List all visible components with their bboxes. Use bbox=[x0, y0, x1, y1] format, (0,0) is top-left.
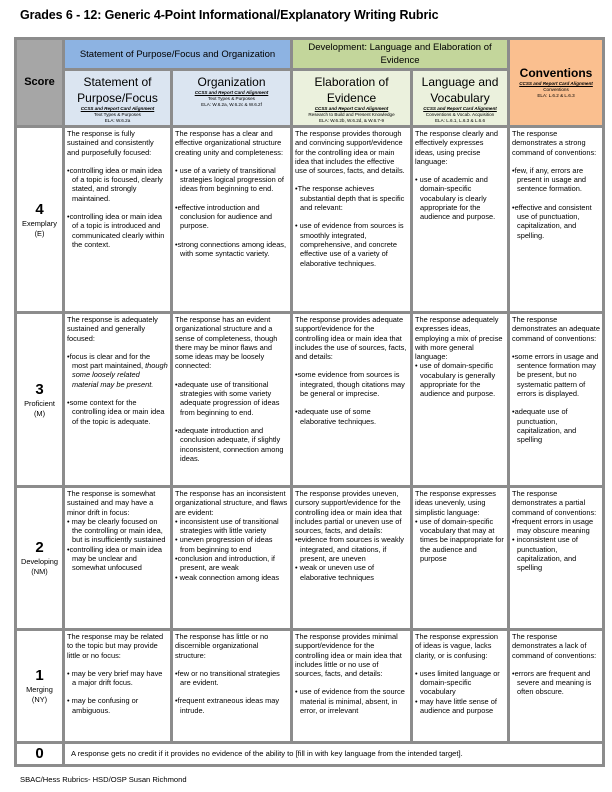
criterion-lead bbox=[415, 129, 505, 166]
criterion-text: •controlling idea or main idea of a topic is focused, clearly stated, and strongly maintained. bbox=[67, 165, 163, 203]
criterion-text: • weak connection among ideas bbox=[175, 572, 280, 582]
ela-label: ELA: W.6.2b, W.6.2d, & W.6.7-9 bbox=[318, 118, 385, 123]
score-label: Merging bbox=[26, 685, 53, 694]
criterion-text: • inconsistent use of punctuation, capitalization, and spelling bbox=[512, 535, 578, 573]
criterion-bullet bbox=[67, 212, 168, 249]
criterion-lead bbox=[67, 489, 168, 517]
criterion-bullet bbox=[512, 352, 600, 398]
criterion-cell bbox=[412, 630, 509, 743]
score-code: (NY) bbox=[31, 695, 48, 704]
criterion-text: • use of domain-specific vocabulary is generally appropriate for the audience and purpose. bbox=[415, 361, 496, 399]
criterion-cell bbox=[509, 127, 604, 313]
score-code: (NM) bbox=[31, 567, 48, 576]
criterion-bullet bbox=[175, 517, 288, 536]
criterion-text: The response expresses ideas unevenly, using simplistic language: bbox=[415, 489, 496, 517]
criterion-lead bbox=[295, 489, 408, 535]
criterion-lead bbox=[512, 489, 600, 517]
criterion-text: •adequate use of transitional strategies with some variety adequate progression of ideas from beginning to end. bbox=[175, 379, 280, 417]
column-header-purpose-focus bbox=[64, 70, 172, 127]
ela-label: ELA: L.6.1, L.6.3 & L.6.6 bbox=[434, 118, 486, 123]
score-number: 1 bbox=[35, 667, 44, 684]
column-header-organization bbox=[172, 70, 292, 127]
criterion-bullet bbox=[67, 517, 168, 545]
criterion-text: • uses limited language or domain-specific vocabulary bbox=[415, 668, 500, 697]
criterion-lead bbox=[295, 632, 408, 678]
score-number: 4 bbox=[35, 200, 44, 218]
criterion-bullet bbox=[67, 545, 168, 573]
ela-label: ELA: W.6.2a bbox=[104, 118, 131, 123]
criterion-text: •controlling idea or main idea may be unclear and somewhat unfocused bbox=[67, 544, 163, 573]
criterion-text: The response has an evident organizational structure and a sense of completeness, though there may be minor flaws and some ideas may be loosely connected: bbox=[175, 315, 278, 371]
criterion-bullet bbox=[415, 517, 505, 563]
zero-description: A response gets no credit if it provides no evidence of the ability to [fill in with key language from the intended target]. bbox=[64, 743, 604, 766]
ela-label: ELA: W.6.2a, W.6.2c & W.6.2f bbox=[201, 102, 262, 107]
criterion-text: •adequate use of punctuation, capitalization, and spelling bbox=[512, 407, 577, 445]
criterion-bullet bbox=[175, 696, 288, 715]
criterion-bullet bbox=[295, 535, 408, 563]
criterion-text: • use of a variety of transitional strategies logical progression of ideas from beginning to end. bbox=[175, 165, 284, 194]
criterion-text: • use of domain-specific vocabulary that may at times be inappropriate for the audience and purpose bbox=[415, 516, 504, 564]
rubric-table bbox=[14, 37, 605, 767]
criterion-text: •errors are frequent and severe and meaning is often obscure. bbox=[512, 668, 592, 697]
score-code: (M) bbox=[33, 408, 46, 418]
criterion-text: •effective introduction and conclusion for audience and purpose. bbox=[175, 202, 273, 231]
criterion-bullet bbox=[415, 669, 505, 697]
score-cell bbox=[16, 313, 64, 487]
criterion-lead bbox=[512, 632, 600, 660]
standard-label: Conventions bbox=[543, 87, 569, 92]
standard-label: Text Types & Purposes bbox=[94, 112, 141, 117]
criterion-text: •frequent errors in usage may obscure meaning bbox=[512, 516, 594, 536]
column-title: Language and Vocabulary bbox=[421, 75, 499, 105]
column-header-language-vocabulary bbox=[412, 70, 509, 127]
criterion-cell bbox=[509, 313, 604, 487]
criterion-text: The response may be related to the topic but may provide little or no focus: bbox=[67, 632, 164, 660]
score-label: Developing bbox=[21, 557, 58, 566]
criterion-cell bbox=[64, 127, 172, 313]
criterion-text: • may be very brief may have a major drift focus. bbox=[67, 668, 163, 688]
criterion-bullet bbox=[67, 166, 168, 203]
criterion-bullet bbox=[175, 426, 288, 463]
criterion-cell bbox=[412, 487, 509, 630]
criterion-text: The response clearly and effectively expresses ideas, using precise language: bbox=[415, 129, 499, 166]
criterion-text: The response is fully sustained and consistently and purposefully focused: bbox=[67, 129, 154, 157]
criterion-italic-text: though some loosely related material may be present. bbox=[72, 361, 168, 389]
column-header-elaboration bbox=[292, 70, 412, 127]
criterion-cell bbox=[292, 127, 412, 313]
criterion-text: The response demonstrates a strong command of conventions: bbox=[512, 129, 597, 157]
criterion-text: •strong connections among ideas, with some syntactic variety. bbox=[175, 239, 287, 258]
criterion-text: The response expression of ideas is vague, lacks clarity, or is confusing: bbox=[415, 632, 499, 660]
criterion-cell bbox=[64, 630, 172, 743]
criterion-bullet bbox=[67, 669, 168, 688]
criterion-cell bbox=[412, 313, 509, 487]
criterion-lead bbox=[295, 315, 408, 361]
criterion-bullet bbox=[295, 563, 408, 582]
criterion-text: The response adequately expresses ideas, employing a mix of precise with more general language: bbox=[415, 315, 503, 362]
score-cell bbox=[16, 743, 64, 766]
criterion-bullet bbox=[175, 240, 288, 259]
criterion-cell bbox=[64, 313, 172, 487]
criterion-bullet bbox=[295, 221, 408, 267]
criterion-lead bbox=[67, 632, 168, 660]
criterion-text: •controlling idea or main idea of a topic is introduced and communicated clearly within the context. bbox=[67, 212, 165, 249]
rubric-row-score-3 bbox=[16, 313, 604, 487]
criterion-text: • use of evidence from the source material is minimal, absent, in error, or irrelevant bbox=[295, 687, 405, 716]
criterion-bullet bbox=[175, 380, 288, 417]
criterion-bullet bbox=[175, 535, 288, 554]
criterion-bullet bbox=[512, 407, 600, 444]
criterion-bullet bbox=[175, 203, 288, 231]
criterion-cell bbox=[292, 630, 412, 743]
criterion-bullet bbox=[67, 398, 168, 426]
criterion-bullet bbox=[512, 517, 600, 536]
criterion-bullet bbox=[512, 203, 600, 240]
criterion-bullet bbox=[415, 697, 505, 716]
score-label: Proficient bbox=[24, 398, 55, 408]
criterion-cell bbox=[509, 630, 604, 743]
criterion-bullet bbox=[175, 166, 288, 194]
criterion-cell bbox=[172, 630, 292, 743]
rubric-row-score-4 bbox=[16, 127, 604, 313]
criterion-bullet bbox=[415, 361, 505, 398]
criterion-lead bbox=[415, 632, 505, 660]
criterion-text: • weak or uneven use of elaborative techniques bbox=[295, 563, 375, 582]
criterion-bullet bbox=[512, 535, 600, 572]
criterion-text: •few or no transitional strategies are evident. bbox=[175, 668, 280, 688]
standard-label: Conventions & Vocab. Acquisition bbox=[425, 112, 495, 117]
rubric-row-score-1 bbox=[16, 630, 604, 743]
criterion-bullet bbox=[295, 407, 408, 426]
criterion-cell bbox=[509, 487, 604, 630]
score-number: 0 bbox=[35, 745, 44, 762]
criterion-text: •focus is clear and for the most part maintained, bbox=[67, 351, 151, 371]
criterion-text: •evidence from sources is weakly integrated, and citations, if present, are uneven bbox=[295, 535, 404, 564]
criterion-text: • use of evidence from sources is smoothly integrated, comprehensive, and concrete effective use of a variety of elaborative techniques. bbox=[295, 221, 404, 268]
criterion-bullet bbox=[175, 669, 288, 688]
alignment-label: CCSS and Report Card Alignment bbox=[519, 81, 593, 86]
criterion-bullet bbox=[175, 554, 288, 573]
page-title: Grades 6 - 12: Generic 4-Point Informational/Explanatory Writing Rubric bbox=[20, 8, 439, 22]
score-number: 2 bbox=[35, 539, 44, 556]
criterion-lead bbox=[175, 129, 288, 157]
criterion-text: The response provides adequate support/evidence for the controlling idea or main idea that includes the use of sources, facts, and details: bbox=[295, 315, 407, 362]
criterion-text: The response has a clear and effective organizational structure creating unity and completeness: bbox=[175, 129, 284, 157]
score-label: Exemplary bbox=[22, 218, 57, 228]
column-title: Organization bbox=[197, 75, 266, 89]
column-header-conventions bbox=[509, 39, 604, 127]
criterion-text: •effective and consistent use of punctuation, capitalization, and spelling. bbox=[512, 202, 592, 240]
criterion-text: • may have little sense of audience and purpose bbox=[415, 696, 497, 716]
criterion-lead bbox=[415, 489, 505, 517]
criterion-lead bbox=[175, 315, 288, 371]
criterion-text: •adequate use of some elaborative techniques. bbox=[295, 407, 377, 426]
alignment-label: CCSS and Report Card Alignment bbox=[80, 106, 155, 111]
criterion-text: •some errors in usage and sentence formation may be present, but no systematic pattern of errors is displayed. bbox=[512, 351, 599, 399]
criterion-text: The response demonstrates an adequate command of conventions: bbox=[512, 315, 600, 343]
criterion-bullet bbox=[512, 669, 600, 697]
criterion-lead bbox=[67, 129, 168, 157]
criterion-text: •adequate introduction and conclusion adequate, if slightly inconsistent, connection among ideas. bbox=[175, 425, 284, 463]
criterion-text: •some evidence from sources is integrated, though citations may be general or imprecise. bbox=[295, 370, 405, 399]
criterion-text: • uneven progression of ideas from beginning to end bbox=[175, 535, 273, 554]
criterion-lead bbox=[175, 632, 288, 660]
criterion-cell bbox=[292, 313, 412, 487]
criterion-text: •some context for the controlling idea or main idea of the topic is adequate. bbox=[67, 398, 165, 426]
criterion-bullet bbox=[295, 687, 408, 715]
criterion-text: The response demonstrates a partial command of conventions: bbox=[512, 489, 597, 517]
criterion-text: • inconsistent use of transitional strategies with little variety bbox=[175, 516, 279, 536]
criterion-text: •few, if any, errors are present in usage and sentence formation. bbox=[512, 165, 587, 194]
criterion-text: The response provides uneven, cursory support/evidence for the controlling idea or main idea that includes partial or uneven use of sources, facts, and details: bbox=[295, 489, 402, 536]
column-title: Statement of Purpose/Focus bbox=[77, 75, 158, 105]
criterion-text: • use of academic and domain-specific vocabulary is clearly appropriate for the audience and purpose. bbox=[415, 175, 496, 222]
criterion-text: The response provides thorough and convincing support/evidence for the controlling idea or main idea that includes the effective use of sources, facts, and details. bbox=[295, 129, 405, 176]
criterion-bullet bbox=[295, 184, 408, 212]
criterion-bullet bbox=[415, 175, 505, 221]
alignment-label: CCSS and Report Card Alignment bbox=[423, 106, 497, 111]
criterion-lead bbox=[512, 129, 600, 157]
criterion-text: The response is adequately sustained and generally focused: bbox=[67, 315, 158, 343]
standard-label: Research to Build and Present Knowledge bbox=[308, 112, 395, 117]
score-cell bbox=[16, 127, 64, 313]
criterion-lead bbox=[295, 129, 408, 175]
criterion-bullet bbox=[512, 166, 600, 194]
criterion-bullet bbox=[295, 370, 408, 398]
criterion-lead bbox=[67, 315, 168, 343]
criterion-lead bbox=[175, 489, 288, 517]
footer-credit: SBAC/Hess Rubrics- HSD/OSP Susan Richmond bbox=[20, 775, 187, 784]
column-title: Elaboration of Evidence bbox=[314, 75, 389, 105]
criterion-text: •frequent extraneous ideas may intrude. bbox=[175, 696, 280, 715]
criterion-bullet bbox=[175, 573, 288, 582]
criterion-text: The response provides minimal support/evidence for the controlling idea or main idea that includes little or no use of sources, facts, and details: bbox=[295, 632, 402, 679]
standard-label: Text Types & Purposes bbox=[208, 96, 255, 101]
criterion-text: • may be clearly focused on the controlling or main idea, but is insufficiently sustained bbox=[67, 516, 166, 545]
criterion-text: •conclusion and introduction, if present, are weak bbox=[175, 554, 275, 573]
criterion-cell bbox=[64, 487, 172, 630]
criterion-text: The response demonstrates a lack of command of conventions: bbox=[512, 632, 597, 660]
criterion-text: • may be confusing or ambiguous. bbox=[67, 696, 139, 715]
criterion-bullet bbox=[67, 696, 168, 715]
score-number: 3 bbox=[35, 380, 44, 398]
criterion-cell bbox=[172, 127, 292, 313]
criterion-text: The response has an inconsistent organizational structure, and flaws are evident: bbox=[175, 489, 288, 517]
score-cell bbox=[16, 630, 64, 743]
score-cell bbox=[16, 487, 64, 630]
alignment-label: CCSS and Report Card Alignment bbox=[314, 106, 389, 111]
score-header: Score bbox=[16, 39, 64, 127]
criterion-cell bbox=[172, 313, 292, 487]
criterion-lead bbox=[415, 315, 505, 361]
criterion-text: The response is somewhat sustained and may have a minor drift in focus: bbox=[67, 489, 156, 517]
group-header-purpose: Statement of Purpose/Focus and Organization bbox=[64, 39, 292, 70]
score-code: (E) bbox=[34, 228, 45, 238]
criterion-cell bbox=[292, 487, 412, 630]
criterion-text: •The response achieves substantial depth that is specific and relevant: bbox=[295, 184, 405, 213]
criterion-cell bbox=[412, 127, 509, 313]
criterion-cell bbox=[172, 487, 292, 630]
rubric-row-score-2 bbox=[16, 487, 604, 630]
ela-label: ELA: L.6.2 & L.6.3 bbox=[537, 93, 575, 98]
group-header-development: Development: Language and Elaboration of Evidence bbox=[292, 39, 509, 70]
criterion-lead bbox=[512, 315, 600, 343]
criterion-bullet bbox=[67, 352, 168, 389]
alignment-label: CCSS and Report Card Alignment bbox=[194, 90, 269, 95]
column-title: Conventions bbox=[519, 66, 593, 80]
criterion-text: The response has little or no discernible organizational structure: bbox=[175, 632, 269, 660]
